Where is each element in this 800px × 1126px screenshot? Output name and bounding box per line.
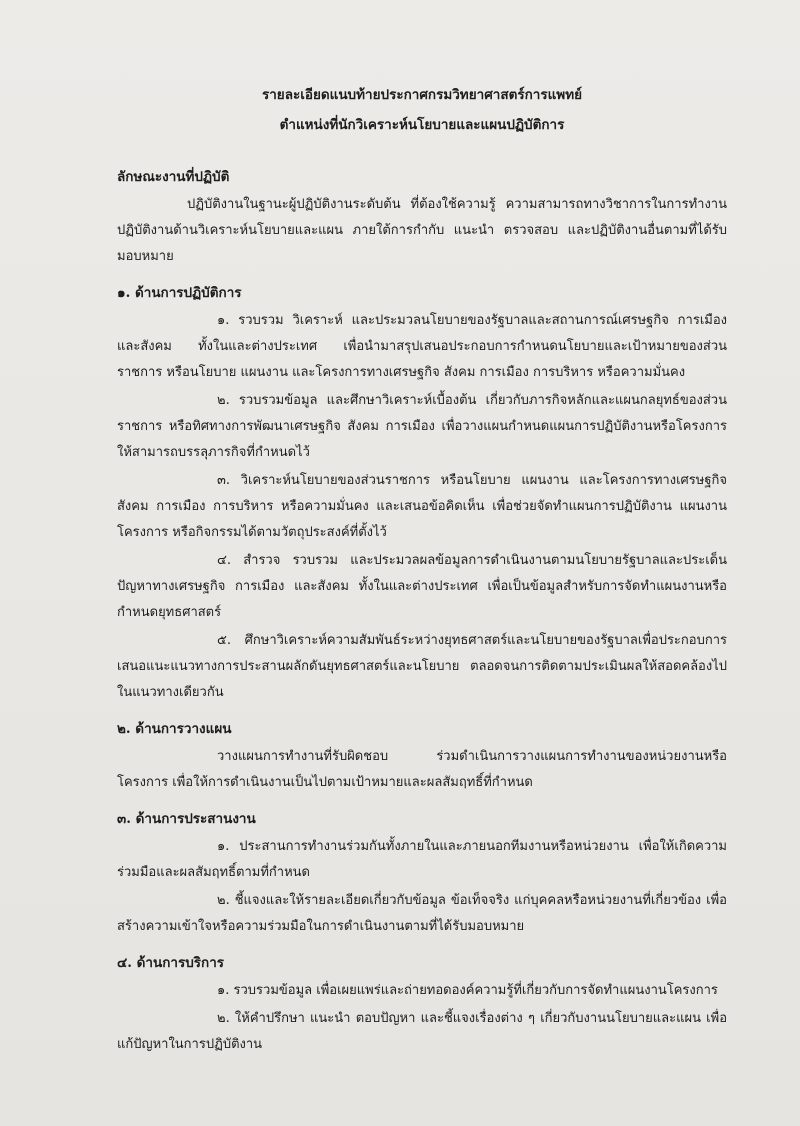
document-content bbox=[117, 80, 727, 1060]
section-heading: ๔. ด้านการบริการ bbox=[117, 955, 225, 971]
document-subtitle: ตำแหน่งที่นักวิเคราะห์นโยบายและแผนปฏิบัติการ bbox=[279, 117, 565, 133]
section-item: ๒. รวบรวมข้อมูล และศึกษาวิเคราะห์เบื้องต้น เกี่ยวกับภารกิจหลักและแผนกลยุทธ์ของส่วนราชการ หรือทิศทางการพัฒนาเศรษฐกิจ สังคม การเมือง เพื่อวางแผนกำหนดแผนการปฏิบัติงานหรือโครงการให้สามารถบรรลุภารกิจที่กำหนดไว้ bbox=[117, 393, 727, 460]
section-item: ๒. ให้คำปรึกษา แนะนำ ตอบปัญหา และชี้แจงเรื่องต่าง ๆ เกี่ยวกับงานนโยบายและแผน เพื่อแก้ปัญหาในการปฏิบัติงาน bbox=[117, 1011, 727, 1052]
section-item: ๒. ชี้แจงและให้รายละเอียดเกี่ยวกับข้อมูล ข้อเท็จจริง แก่บุคคลหรือหน่วยงานที่เกี่ยวข้อง เพื่อสร้างความเข้าใจหรือความร่วมมือในการดำเนินงานตามที่ได้รับมอบหมาย bbox=[117, 893, 727, 934]
section-item: ๔. สำรวจ รวบรวม และประมวลผลข้อมูลการดำเนินงานตามนโยบายรัฐบาลและประเด็นปัญหาทางเศรษฐกิจ การเมือง และสังคม ทั้งในและต่างประเทศ เพื่อเป็นข้อมูลสำหรับการจัดทำแผนงานหรือกำหนดยุทธศาสตร์ bbox=[117, 553, 727, 620]
section-heading: ๓. ด้านการประสานงาน bbox=[117, 811, 256, 827]
section-item: ๑. รวบรวม วิเคราะห์ และประมวลนโยบายของรัฐบาลและสถานการณ์เศรษฐกิจ การเมือง และสังคม ทั้งในและต่างประเทศ เพื่อนำมาสรุปเสนอประกอบการกำหนดนโยบายและเป้าหมายของส่วนราชการ หรือนโยบาย แผนงาน และโครงการทางเศรษฐกิจ สังคม การเมือง การบริหาร หรือความมั่นคง bbox=[117, 313, 727, 380]
intro-heading: ลักษณะงานที่ปฏิบัติ bbox=[117, 169, 230, 185]
document-title: รายละเอียดแนบท้ายประกาศกรมวิทยาศาสตร์การแพทย์ bbox=[261, 87, 583, 103]
intro-paragraph: ปฏิบัติงานในฐานะผู้ปฏิบัติงานระดับต้น ที่ต้องใช้ความรู้ ความสามารถทางวิชาการในการทำงาน ปฏิบัติงานด้านวิเคราะห์นโยบายและแผน ภายใต้การกำกับ แนะนำ ตรวจสอบ และปฏิบัติงานอื่นตามที่ได้รับมอบหมาย bbox=[117, 197, 727, 264]
section-coordination bbox=[117, 806, 727, 940]
section-item: ๑. ประสานการทำงานร่วมกันทั้งภายในและภายนอกทีมงานหรือหน่วยงาน เพื่อให้เกิดความร่วมมือและผลสัมฤทธิ์ตามที่กำหนด bbox=[117, 839, 727, 880]
section-heading: ๑. ด้านการปฏิบัติการ bbox=[117, 285, 242, 301]
section-item: ๓. วิเคราะห์นโยบายของส่วนราชการ หรือนโยบาย แผนงาน และโครงการทางเศรษฐกิจ สังคม การเมือง การบริหาร หรือความมั่นคง และเสนอข้อคิดเห็น เพื่อช่วยจัดทำแผนการปฏิบัติงาน แผนงาน โครงการ หรือกิจกรรมได้ตามวัตถุประสงค์ที่ตั้งไว้ bbox=[117, 473, 727, 540]
section-operations bbox=[117, 280, 727, 706]
section-item: วางแผนการทำงานที่รับผิดชอบ ร่วมดำเนินการวางแผนการทำงานของหน่วยงานหรือโครงการ เพื่อให้การดำเนินงานเป็นไปตามเป้าหมายและผลสัมฤทธิ์ที่กำหนด bbox=[117, 749, 727, 790]
section-item: ๕. ศึกษาวิเคราะห์ความสัมพันธ์ระหว่างยุทธศาสตร์และนโยบายของรัฐบาลเพื่อประกอบการเสนอแนะแนวทางการประสานผลักดันยุทธศาสตร์และนโยบาย ตลอดจนการติดตามประเมินผลให้สอดคล้องไปในแนวทางเดียวกัน bbox=[117, 633, 727, 700]
intro-section bbox=[117, 164, 727, 270]
document-title-block bbox=[117, 80, 727, 140]
section-planning bbox=[117, 716, 727, 796]
section-item: ๑. รวบรวมข้อมูล เพื่อเผยแพร่และถ่ายทอดองค์ความรู้ที่เกี่ยวกับการจัดทำแผนงานโครงการ bbox=[217, 983, 718, 998]
section-service bbox=[117, 950, 727, 1058]
section-heading: ๒. ด้านการวางแผน bbox=[117, 721, 232, 737]
